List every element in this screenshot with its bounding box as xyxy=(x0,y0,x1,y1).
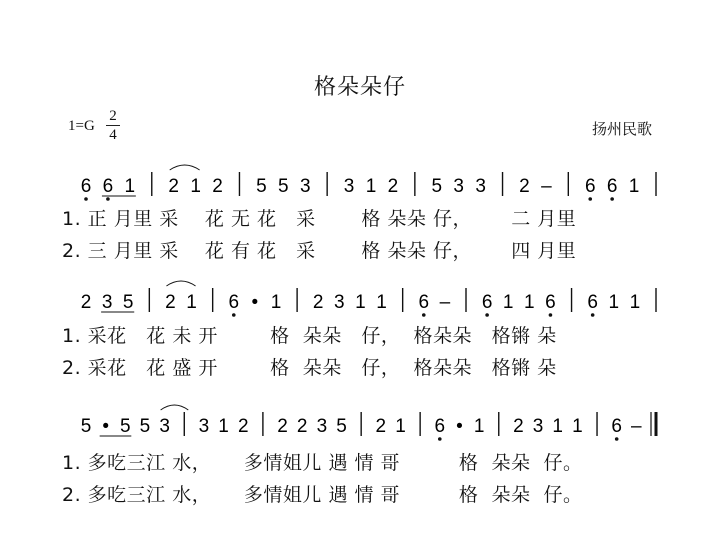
note-digit: 1 xyxy=(608,292,620,313)
note-digit: 3 xyxy=(532,416,544,437)
meter-top: 2 xyxy=(109,108,117,124)
note-digit: 3 xyxy=(475,176,486,197)
note-digit: 1 xyxy=(365,176,377,197)
note-digit: 3 xyxy=(101,292,113,313)
note-digit: 1 xyxy=(186,292,197,313)
note-digit: 1 xyxy=(473,416,485,437)
lyric-line-s3-v2: 2. 多吃三江 水， 多情姐儿 遇 情 哥 格 朵朵 仔。 xyxy=(62,484,583,506)
note-digit: 5 xyxy=(336,416,347,437)
note-digit: 6 xyxy=(434,416,446,437)
note-digit: 2 xyxy=(168,176,179,197)
note-digit: 2 xyxy=(80,292,92,313)
note-digit: 1 xyxy=(629,292,641,313)
note-digit: 1 xyxy=(502,292,514,313)
note-digit: 5 xyxy=(278,176,289,197)
note-digit: 1 xyxy=(270,292,282,313)
lower-octave-dot xyxy=(232,313,236,317)
note-digit: 2 xyxy=(312,292,324,313)
dash-mark: – xyxy=(439,292,451,313)
note-digit: 5 xyxy=(80,416,92,437)
lower-octave-dot xyxy=(106,197,110,201)
lower-octave-dot xyxy=(588,197,592,201)
note-digit: 1 xyxy=(628,176,640,197)
note-digit: 1 xyxy=(524,292,535,313)
note-digit: 3 xyxy=(316,416,328,437)
note-digit: 2 xyxy=(387,176,399,197)
note-digit: 1 xyxy=(355,292,366,313)
note-digit: 6 xyxy=(418,292,430,313)
note-digit: 6 xyxy=(584,176,596,197)
note-digit: 3 xyxy=(198,416,210,437)
dot-mark: • xyxy=(102,416,109,437)
lower-octave-dot xyxy=(84,197,88,201)
note-digit: 2 xyxy=(212,176,223,197)
note-digit: 6 xyxy=(606,176,618,197)
lyric-line-s1-v1: 1. 正 月里 采 花 无 花 采 格 朵朵 仔， 二 月里 xyxy=(62,208,577,230)
lyric-line-s3-v1: 1. 多吃三江 水， 多情姐儿 遇 情 哥 格 朵朵 仔。 xyxy=(62,452,583,474)
note-digit: 6 xyxy=(481,292,493,313)
dot-mark: • xyxy=(251,292,259,313)
song-title: 格朵朵仔 xyxy=(313,75,406,100)
note-digit: 1 xyxy=(572,416,583,437)
note-digit: 5 xyxy=(139,416,151,437)
note-digit: 3 xyxy=(299,176,311,197)
lower-octave-dot xyxy=(438,437,442,441)
lyric-line-s2-v1: 1. 采花 花 未 开 格 朵朵 仔， 格朵朵 格锵 朵 xyxy=(62,325,557,347)
lower-octave-dot xyxy=(422,313,426,317)
lower-octave-dot xyxy=(615,437,619,441)
slur-arc xyxy=(166,281,195,286)
slur-arc xyxy=(170,165,200,170)
note-digit: 1 xyxy=(395,416,406,437)
note-digit: 1 xyxy=(218,416,229,437)
note-digit: 6 xyxy=(228,292,240,313)
note-digit: 2 xyxy=(375,416,387,437)
lower-octave-dot xyxy=(549,313,553,317)
song-source: 扬州民歌 xyxy=(591,120,652,138)
note-digit: 2 xyxy=(237,416,249,437)
meter-bottom: 4 xyxy=(109,127,117,143)
note-digit: 2 xyxy=(277,416,288,437)
note-digit: 3 xyxy=(453,176,464,197)
note-digit: 6 xyxy=(80,176,92,197)
note-digit: 6 xyxy=(611,416,622,437)
note-digit: 3 xyxy=(343,176,355,197)
note-digit: 5 xyxy=(256,176,267,197)
note-digit: 2 xyxy=(296,416,308,437)
note-digit: 6 xyxy=(102,176,114,197)
note-digit: 1 xyxy=(124,176,136,197)
note-digit: 5 xyxy=(431,176,443,197)
lyric-line-s1-v2: 2. 三 月里 采 花 有 花 采 格 朵朵 仔， 四 月里 xyxy=(62,240,577,262)
note-digit: 2 xyxy=(165,292,176,313)
dash-mark: – xyxy=(631,416,642,437)
lower-octave-dot xyxy=(485,313,489,317)
slur-arc xyxy=(161,405,189,410)
key-signature: 1=G xyxy=(68,118,95,134)
note-digit: 1 xyxy=(552,416,564,437)
note-digit: 5 xyxy=(120,416,131,437)
lower-octave-dot xyxy=(610,197,614,201)
note-digit: 6 xyxy=(545,292,556,313)
dash-mark: – xyxy=(541,176,552,197)
note-digit: 3 xyxy=(334,292,345,313)
lower-octave-dot xyxy=(591,313,595,317)
dot-mark: • xyxy=(456,416,463,437)
note-digit: 1 xyxy=(190,176,201,197)
note-digit: 3 xyxy=(159,416,170,437)
lyric-line-s2-v2: 2. 采花 花 盛 开 格 朵朵 仔， 格朵朵 格锵 朵 xyxy=(62,357,557,379)
note-digit: 2 xyxy=(519,176,530,197)
note-digit: 2 xyxy=(513,416,524,437)
note-digit: 6 xyxy=(587,292,598,313)
note-digit: 1 xyxy=(376,292,387,313)
note-digit: 5 xyxy=(122,292,134,313)
